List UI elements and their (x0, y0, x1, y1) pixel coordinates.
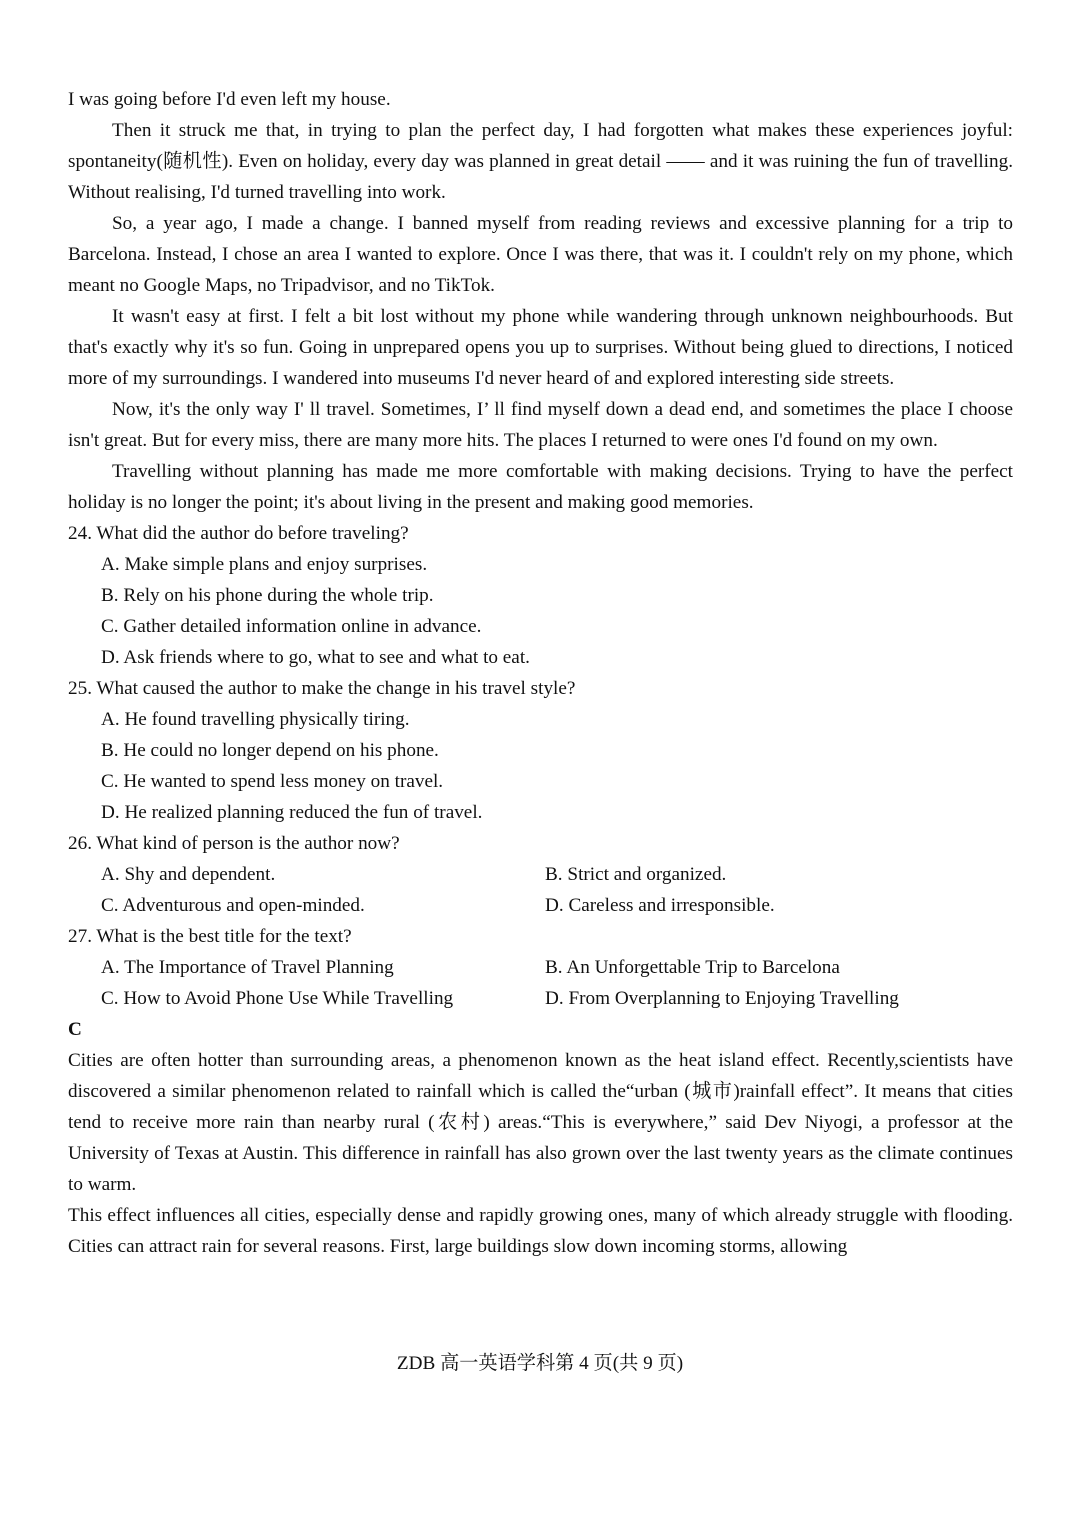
option-c: C. Gather detailed information online in advance. (101, 616, 482, 637)
paragraph: So, a year ago, I made a change. I banned myself from reading reviews and excessive planning for a trip to Barcelona. Instead, I chose an area I wanted to explore. Once I was there, that was it. I couldn't rely on my phone, which meant no Google Maps, no Tripadvisor, and no TikTok. (68, 213, 1013, 296)
option-b: B. Rely on his phone during the whole trip. (101, 585, 434, 606)
page-footer: ZDB 高一英语学科第 4 页(共 9 页) (396, 1353, 684, 1374)
option-d: D. Ask friends where to go, what to see and what to eat. (101, 647, 530, 668)
question-25 (68, 673, 1013, 828)
paragraph: Then it struck me that, in trying to plan the perfect day, I had forgotten what makes these experiences joyful: spontaneity(随机性). Even on holiday, every day was planned in great detail —— and it was ruining the fun of travelling. Without realising, I'd turned travelling into work. (68, 120, 1013, 203)
option-b: B. He could no longer depend on his phone. (101, 740, 439, 761)
question-stem: 26. What kind of person is the author now? (68, 833, 400, 854)
option-b: B. Strict and organized. (545, 864, 727, 885)
option-row (68, 952, 1013, 983)
paragraph: Cities are often hotter than surrounding areas, a phenomenon known as the heat island effect. Recently,scientists have discovered a similar phenomenon related to rainfall which is called the“urban (城市)rainfall effect”. It means that cities tend to receive more rain than nearby rural (农村) areas.“This is everywhere,” said Dev Niyogi, a professor at the University of Texas at Austin. This difference in rainfall has also grown over the last twenty years as the climate continues to warm. (68, 1050, 1013, 1195)
paragraph: Now, it's the only way I' ll travel. Sometimes, I’ ll find myself down a dead end, and sometimes the place I choose isn't great. But for every miss, there are many more hits. The places I returned to were ones I'd found on my own. (68, 399, 1013, 451)
option-b: B. An Unforgettable Trip to Barcelona (545, 957, 840, 978)
passage-b (68, 84, 1013, 518)
question-27 (68, 921, 1013, 1014)
option-c: C. How to Avoid Phone Use While Travelling (101, 988, 454, 1009)
option-a: A. Make simple plans and enjoy surprises. (101, 554, 428, 575)
question-26 (68, 828, 1013, 921)
option-c: C. He wanted to spend less money on travel. (101, 771, 444, 792)
question-stem: 25. What caused the author to make the change in his travel style? (68, 678, 576, 699)
option-row (68, 890, 1013, 921)
option-row (68, 983, 1013, 1014)
paragraph: I was going before I'd even left my house. (68, 89, 391, 110)
section-heading-c: C (68, 1019, 82, 1040)
option-a: A. The Importance of Travel Planning (101, 957, 394, 978)
option-a: A. Shy and dependent. (101, 864, 276, 885)
question-stem: 27. What is the best title for the text? (68, 926, 352, 947)
exam-page (68, 84, 1013, 1262)
question-stem: 24. What did the author do before traveling? (68, 523, 409, 544)
option-c: C. Adventurous and open-minded. (101, 895, 365, 916)
option-a: A. He found travelling physically tiring. (101, 709, 410, 730)
paragraph: It wasn't easy at first. I felt a bit lost without my phone while wandering through unknown neighbourhoods. But that's exactly why it's so fun. Going in unprepared opens you up to surprises. Without being glued to directions, I noticed more of my surroundings. I wandered into museums I'd never heard of and explored interesting side streets. (68, 306, 1013, 389)
paragraph: This effect influences all cities, especially dense and rapidly growing ones, many of which already struggle with flooding. Cities can attract rain for several reasons. First, large buildings slow down incoming storms, allowing (68, 1205, 1013, 1257)
passage-c (68, 1045, 1013, 1262)
option-d: D. Careless and irresponsible. (545, 895, 775, 916)
option-row (68, 859, 1013, 890)
option-d: D. He realized planning reduced the fun of travel. (101, 802, 483, 823)
paragraph: Travelling without planning has made me more comfortable with making decisions. Trying to have the perfect holiday is no longer the point; it's about living in the present and making good memories. (68, 461, 1013, 513)
question-24 (68, 518, 1013, 673)
option-d: D. From Overplanning to Enjoying Travelling (545, 988, 899, 1009)
